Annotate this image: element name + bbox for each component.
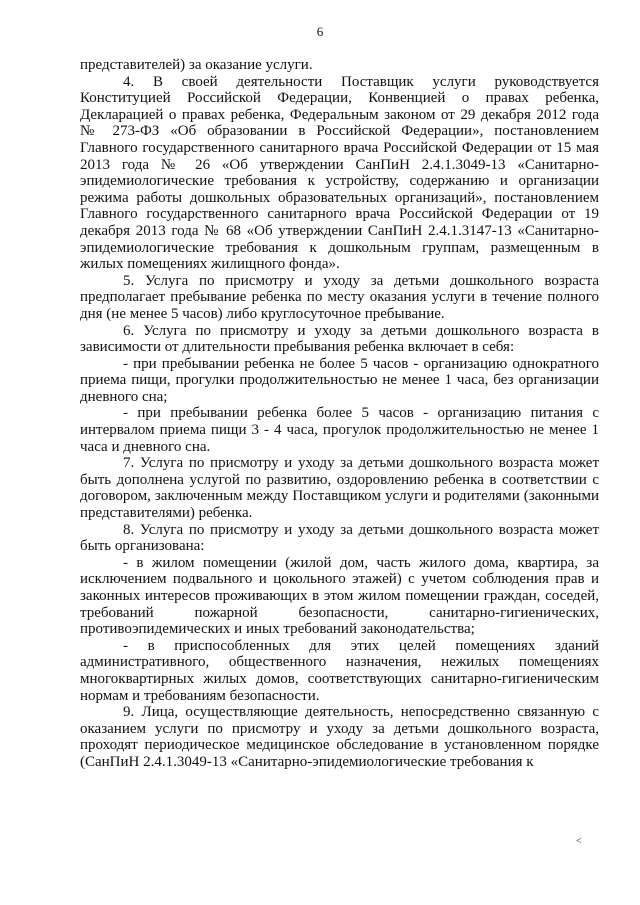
paragraph-7: 7. Услуга по присмотру и уходу за детьми дошкольного возраста может быть дополнена услугой по развитию, оздоровлению ребенка в соответствии с договором, заключенным между Поставщиком услуги и родителями (законными представителями) ребенка. — [80, 455, 599, 522]
page-number: 6 — [316, 24, 324, 39]
paragraph-continuation: представителей) за оказание услуги. — [80, 57, 313, 73]
paragraph-5: 5. Услуга по присмотру и уходу за детьми дошкольного возраста предполагает пребывание ребенка по месту оказания услуги в течение полного дня (не менее 5 часов) либо круглосуточное пребывание. — [80, 272, 599, 322]
paragraph-8-item-2: - в приспособленных для этих целей помещениях зданий административного, общественного назначения, нежилых помещениях многоквартирных жилых домов, соответствующих санитарно-гигиеническим нормам и требованиям безопасности. — [80, 637, 599, 704]
paragraph-6-item-2: - при пребывании ребенка более 5 часов - организацию питания с интервалом приема пищи 3 - 4 часа, прогулок продолжительностью не менее 1 часа и дневного сна. — [80, 405, 599, 455]
paragraph-4: 4. В своей деятельности Поставщик услуги руководствуется Конституцией Российской Федерации, Конвенцией о правах ребенка, Декларацией о правах ребенка, Федеральным законом от 29 декабря 2012 года № 273-ФЗ «Об образовании в Российской Федерации», постановлением Главного государственного санитарного врача Российской Федерации от 15 мая 2013 года № 26 «Об утверждении СанПиН 2.4.1.3049-13 «Санитарно-эпидемиологические требования к устройству, содержанию и организации режима работы дошкольных образовательных организаций», постановлением Главного государственного санитарного врача Российской Федерации от 19 декабря 2013 года № 68 «Об утверждении СанПиН 2.4.1.3147-13 «Санитарно-эпидемиологические требования к дошкольным группам, размещенным в жилых помещениях жилищного фонда». — [80, 73, 599, 273]
paragraph-6-item-1: - при пребывании ребенка не более 5 часов - организацию однократного приема пищи, прогулки продолжительностью не менее 1 часа, без организации дневного сна; — [80, 355, 599, 405]
paragraph-9: 9. Лица, осуществляющие деятельность, непосредственно связанную с оказанием услуги по присмотру и уходу за детьми дошкольного возраста, проходят периодическое медицинское обследование в установленном порядке (СанПиН 2.4.1.3049-13 «Санитарно-эпидемиологические требования к — [80, 704, 599, 770]
corner-mark: < — [576, 836, 582, 847]
paragraph-8-item-1: - в жилом помещении (жилой дом, часть жилого дома, квартира, за исключением подвального и цокольного этажей) с учетом соблюдения прав и законных интересов проживающих в этом жилом помещении граждан, соседей, требований пожарной безопасности, санитарно-гигиенических, противоэпидемических и иных требований законодательства; — [80, 554, 599, 638]
paragraph-6: 6. Услуга по присмотру и уходу за детьми дошкольного возраста в зависимости от длительности пребывания ребенка включает в себя: — [80, 322, 599, 356]
document-body — [80, 57, 599, 771]
paragraph-8: 8. Услуга по присмотру и уходу за детьми дошкольного возраста может быть организована: — [80, 521, 599, 555]
